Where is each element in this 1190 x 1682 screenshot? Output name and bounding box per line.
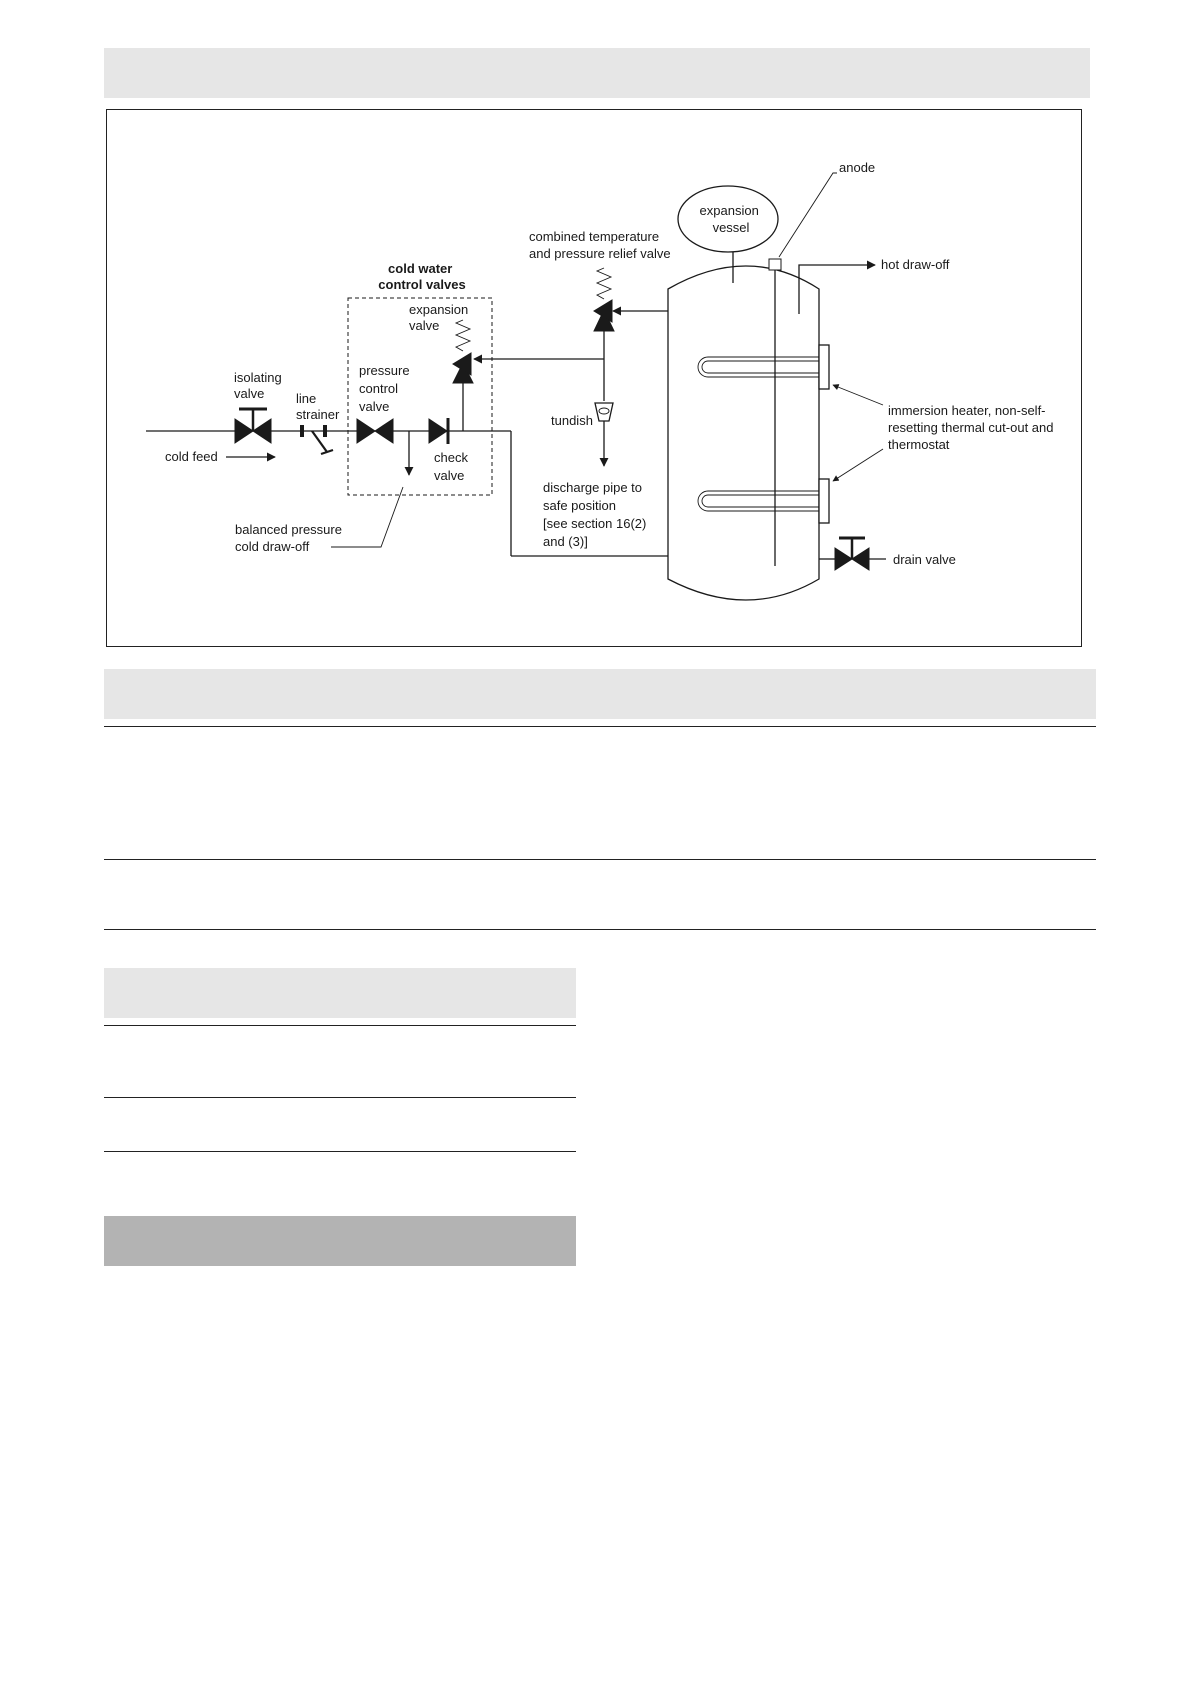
expansion-vessel-icon: [678, 186, 778, 252]
cylinder-body: [668, 266, 819, 600]
relief-valve-icon: [594, 268, 614, 331]
subsection-rule-bottom: [104, 1151, 576, 1152]
section-rule-middle: [104, 859, 1096, 860]
check-valve-icon: [429, 418, 448, 444]
isolating-valve-label: isolating valve: [234, 370, 282, 401]
tundish-label: tundish: [551, 413, 593, 428]
section-rule-top: [104, 726, 1096, 727]
discharge-pipe-label: discharge pipe to safe position [see section 16(2) and (3)]: [543, 480, 647, 549]
tundish-icon: [595, 403, 613, 421]
cold-feed-label: cold feed: [165, 449, 218, 464]
subsection-rule-top: [104, 1025, 576, 1026]
schematic-svg: [107, 110, 1083, 648]
drain-valve-icon: [835, 538, 869, 570]
balanced-pressure-label: balanced pressure cold draw-off: [235, 522, 342, 554]
anode-icon: [769, 259, 781, 566]
anode-label: anode: [839, 160, 876, 175]
pressure-control-valve-icon: [357, 419, 393, 443]
upper-heater-leader: [833, 385, 883, 405]
hot-draw-off-label: hot draw-off: [881, 257, 950, 272]
subsection-rule-middle: [104, 1097, 576, 1098]
relief-valve-label: combined temperature and pressure relief valve: [529, 229, 671, 261]
lower-heater-leader: [833, 449, 883, 481]
check-valve-label: check valve: [434, 450, 468, 483]
subsection-dark-band: [104, 1216, 576, 1266]
pressure-control-valve-label: pressure control valve: [359, 363, 410, 414]
immersion-heater-label: immersion heater, non-self- resetting thermal cut-out and thermostat: [888, 403, 1054, 452]
figure-header-band: [104, 48, 1090, 98]
expansion-vessel-label: expansion vessel: [699, 203, 759, 235]
cold-draw-off-leader: [331, 487, 403, 547]
drain-valve-label: drain valve: [893, 552, 956, 567]
upper-immersion-heater-icon: [698, 345, 829, 389]
section-rule-bottom: [104, 929, 1096, 930]
anode-leader: [779, 173, 837, 257]
line-strainer-icon: [300, 425, 333, 454]
expansion-valve-icon: [453, 320, 473, 383]
hot-draw-off-pipe: [799, 265, 875, 314]
unvented-cylinder-schematic: [106, 109, 1082, 647]
isolating-valve-icon: [235, 409, 271, 443]
section-header-band: [104, 669, 1096, 719]
cold-water-control-valves-label: cold water control valves: [378, 261, 466, 292]
expansion-valve-label: expansion valve: [409, 302, 469, 333]
subsection-header-band: [104, 968, 576, 1018]
line-strainer-label: line strainer: [296, 391, 340, 422]
lower-immersion-heater-icon: [698, 479, 829, 523]
